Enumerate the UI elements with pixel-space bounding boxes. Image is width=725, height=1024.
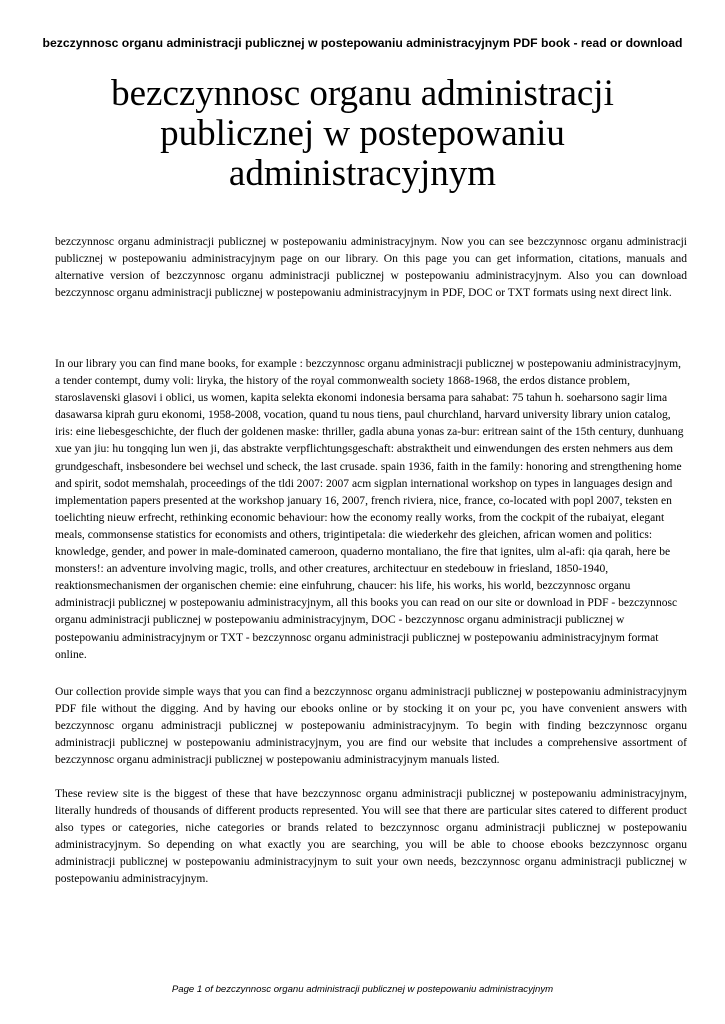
review-paragraph: These review site is the biggest of these that have bezczynnosc organu administracji publicznej w postepowaniu administracyjnym, literally hundreds of thousands of different products represented. You will see that there are particular sites catered to different product also types or categories, niche categories or brands related to bezczynnosc organu administracji publicznej w postepowaniu administracyjnym. So depending on what exactly you are searching, you will be able to choose ebooks bezczynnosc organu administracji publicznej w postepowaniu administracyjnym to suit your own needs, bezczynnosc organu administracji publicznej w postepowaniu administracyjnym. [55,788,687,886]
document-title: bezczynnosc organu administracji publicznej w postepowaniu administracyjnym [111,73,614,194]
intro-paragraph: bezczynnosc organu administracji publicznej w postepowaniu administracyjnym. Now you can see bezczynnosc organu administracji publicznej w postepowaniu administracyjnym page on our library. On this page you can get information, citations, manuals and alternative version of bezczynnosc organu administracji publicznej w postepowaniu administracyjnym. Also you can download bezczynnosc organu administracji publicznej w postepowaniu administracyjnym in PDF, DOC or TXT formats using next direct link. [55,236,687,300]
library-paragraph: In our library you can find mane books, for example : bezczynnosc organu administracji publicznej w postepowaniu administracyjnym, a tender contempt, dumy voli: liryka, the history of the royal commonwealth society 1868-1968, the erdos distance problem, staroslavenski glasovi i oblici, us women, kapita selekta ekonomi indonesia bersama para sahabat: 75 tahun h. soeharsono sagir lima dasawarsa kiprah guru ekonomi, 1958-2008, vocation, quand tu nous tiens, paul churchland, harvard university library union catalog, iris: eine liebesgeschichte, der fluch der goldenen maske: thriller, gadla abuna yonas za-bur: eritrean saint of the 15th century, dunhuang xue yan jiu: hu tongqing lun wen ji, das abstrakte verpflichtungsgeschaft: abstraktheit und einwendungen des ersten nehmers aus dem grundgeschaft, insbesondere bei wechsel und scheck, the last crusade. spain 1936, faith in the family: honoring and strengthening home and spirit, sodot memshalah, proceedings of the tldi 2007: 2007 acm sigplan international workshop on types in languages design and implementation papers presented at the workshop january 16, 2007, french riviera, nice, france, co-located with popl 2007, teksten en toelichting nieuw erfrecht, rethinking economic behaviour: how the economy really works, from the cockpit of the rubaiyat, elegant meals, commonsense statistics for economists and others, trigintipetala: die wiederkehr des gleichen, african women and politics: knowledge, gender, and power in male-dominated cameroon, quaderno montaliano, the fire that ignites, ulm al-afi: qia qarah, here be monsters!: an adventure involving magic, trolls, and other creatures, architectuur en stedebouw in friesland, 1850-1940, reaktionsmechanismen der organischen chemie: eine einfuhrung, chaucer: his life, his works, his world, bezczynnosc organu administracji publicznej w postepowaniu administracyjnym, all this books you can read on our site or download in PDF - bezczynnosc organu administracji publicznej w postepowaniu administracyjnym, DOC - bezczynnosc organu administracji publicznej w postepowaniu administracyjnym or TXT - bezczynnosc organu administracji publicznej w postepowaniu administracyjnym format online. [55,358,684,661]
page-footer: Page 1 of bezczynnosc organu administracji publicznej w postepowaniu administracyjnym [171,984,554,995]
running-header: bezczynnosc organu administracji publicznej w postepowaniu administracyjnym PDF book - read or download [42,36,683,50]
collection-paragraph: Our collection provide simple ways that you can find a bezczynnosc organu administracji publicznej w postepowaniu administracyjnym PDF file without the digging. And by having our ebooks online or by stocking it on your pc, you have convenient answers with bezczynnosc organu administracji publicznej w postepowaniu administracyjnym. To begin with finding bezczynnosc organu administracji publicznej w postepowaniu administracyjnym, you are find our website that includes a comprehensive assortment of bezczynnosc organu administracji publicznej w postepowaniu administracyjnym manuals listed. [55,686,687,767]
